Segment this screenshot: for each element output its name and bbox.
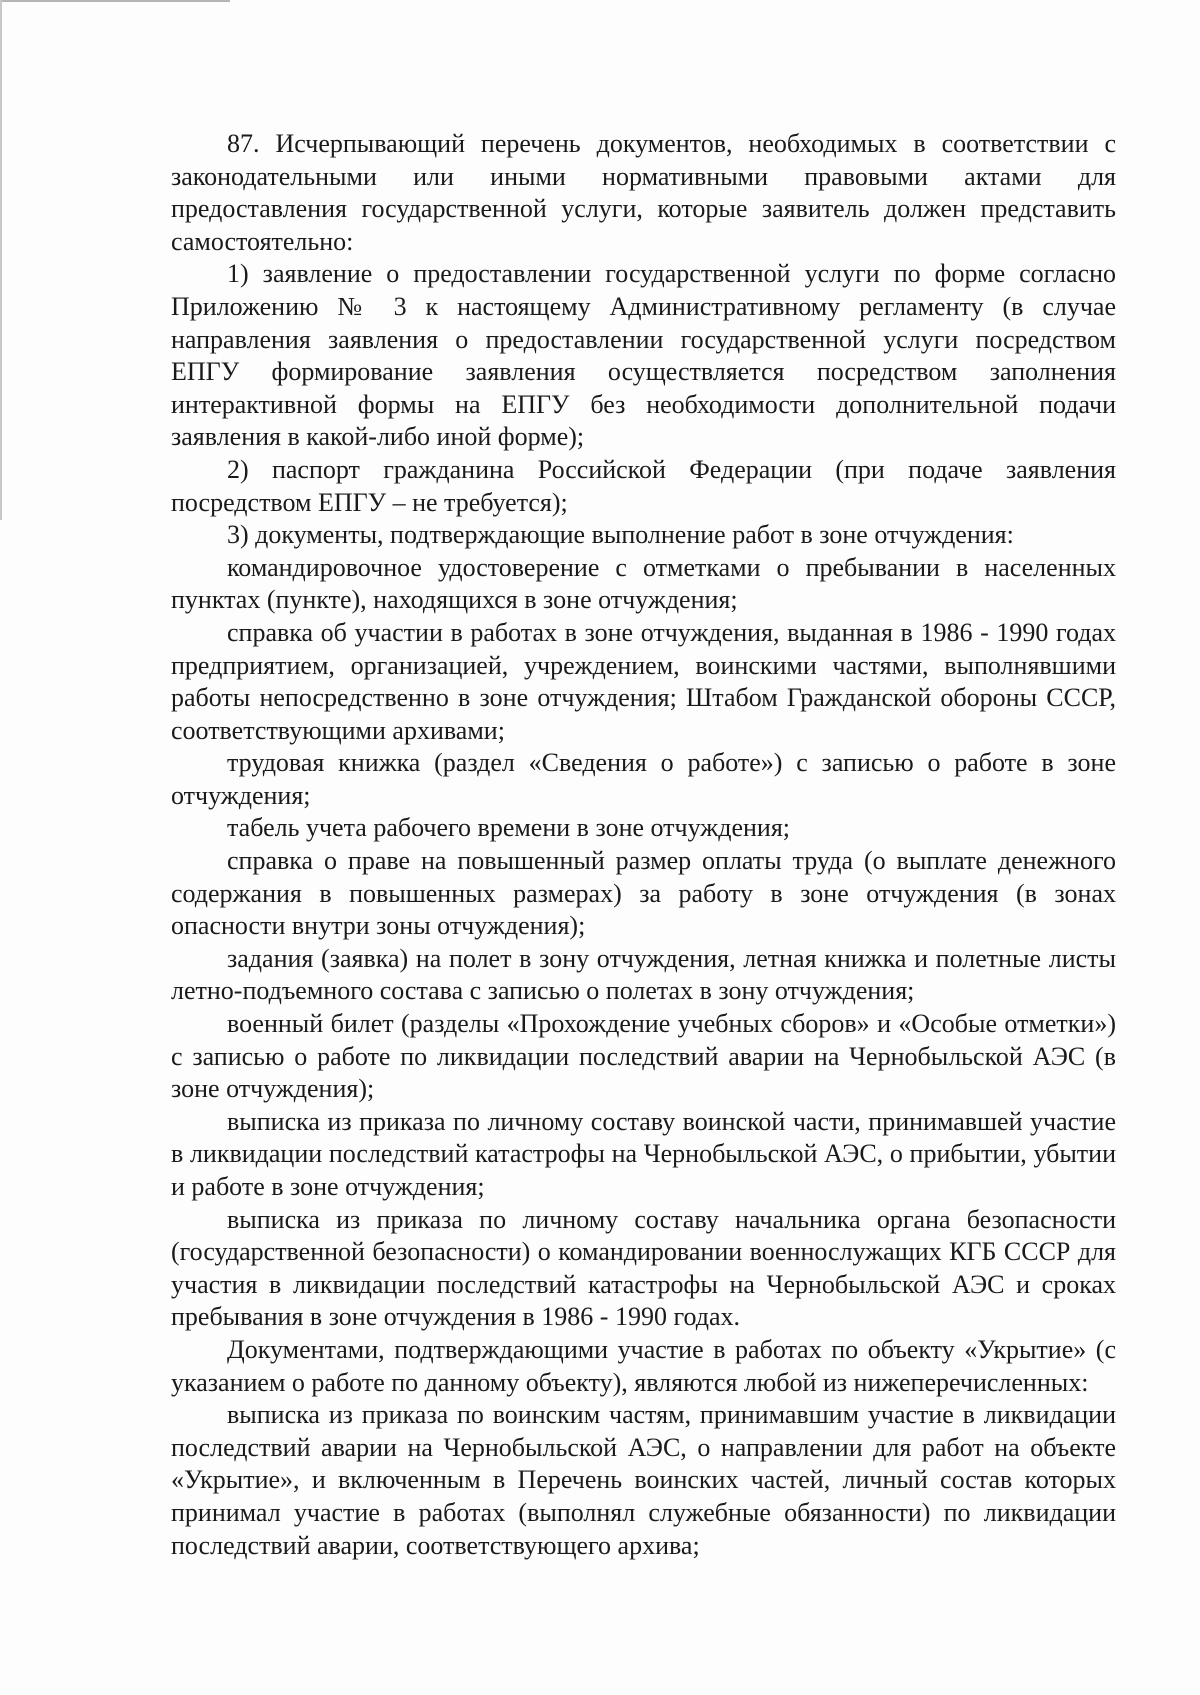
paragraph-travel-certificate: командировочное удостоверение с отметками о пребывании в населенных пунктах (пункте), находящихся в зоне отчуждения; (171, 552, 1116, 615)
paragraph-ukrytie-documents: Документами, подтверждающими участие в работах по объекту «Укрытие» (с указанием о работе по данному объекту), являются любой из нижеперечисленных: (171, 1334, 1116, 1397)
paragraph-timesheet: табель учета рабочего времени в зоне отчуждения; (227, 813, 791, 843)
paragraph-ukrytie-order-extract: выписка из приказа по воинским частям, принимавшим участие в ликвидации последствий аварии на Чернобыльской АЭС, о направлении для работ на объекте «Укрытие», и включенным в Перечень воинских частей, личный состав которых принимал участие в работах (выполнял служебные обязанности) по ликвидации последствий аварии, соответствующего архива; (171, 1400, 1116, 1560)
paragraph-participation-certificate: справка об участии в работах в зоне отчуждения, выданная в 1986 - 1990 годах предприятием, организацией, учреждением, воинскими частями, выполнявшими работы непосредственно в зоне отчуждения; Штабом Гражданской обороны СССР, соответствующими архивами; (171, 617, 1116, 745)
paragraph-unit-order-extract: выписка из приказа по личному составу воинской части, принимавшей участие в ликвидации последствий катастрофы на Чернобыльской АЭС, о прибытии, убытии и работе в зоне отчуждения; (171, 1106, 1116, 1201)
scan-artifact-edge (0, 0, 2, 520)
paragraph-87-intro: 87. Исчерпывающий перечень документов, необходимых в соответствии с законодательными или иными нормативными правовыми актами для предоставления государственной услуги, которые заявитель должен представить самостоятельно: (171, 129, 1116, 256)
paragraph-item-3: 3) документы, подтверждающие выполнение работ в зоне отчуждения: (227, 520, 1014, 550)
paragraph-pay-certificate: справка о праве на повышенный размер оплаты труда (о выплате денежного содержания в повышенных размерах) за работу в зоне отчуждения (в зонах опасности внутри зоны отчуждения); (171, 846, 1116, 941)
paragraph-flight-tasks: задания (заявка) на полет в зону отчуждения, летная книжка и полетные листы летно-подъемного состава с записью о полетах в зону отчуждения; (171, 943, 1116, 1006)
scan-artifact-line (0, 0, 230, 2)
paragraph-item-2: 2) паспорт гражданина Российской Федерации (при подаче заявления посредством ЕПГУ – не требуется); (171, 454, 1116, 517)
paragraph-work-book: трудовая книжка (раздел «Сведения о работе») с записью о работе в зоне отчуждения; (171, 748, 1116, 810)
document-body (171, 128, 1116, 1562)
paragraph-military-id: военный билет (разделы «Прохождение учебных сборов» и «Особые отметки») с записью о работе по ликвидации последствий аварии на Чернобыльской АЭС (в зоне отчуждения); (171, 1009, 1116, 1104)
paragraph-kgb-order-extract: выписка из приказа по личному составу начальника органа безопасности (государственной безопасности) о командировании военнослужащих КГБ СССР для участия в ликвидации последствий катастрофы на Чернобыльской АЭС и сроках пребывания в зоне отчуждения в 1986 - 1990 годах. (171, 1204, 1116, 1332)
paragraph-item-1: 1) заявление о предоставлении государственной услуги по форме согласно Приложению № 3 к настоящему Административному регламенту (в случае направления заявления о предоставлении государственной услуги посредством ЕПГУ формирование заявления осуществляется посредством заполнения интерактивной формы на ЕПГУ без необходимости дополнительной подачи заявления в какой-либо иной форме); (171, 259, 1116, 452)
